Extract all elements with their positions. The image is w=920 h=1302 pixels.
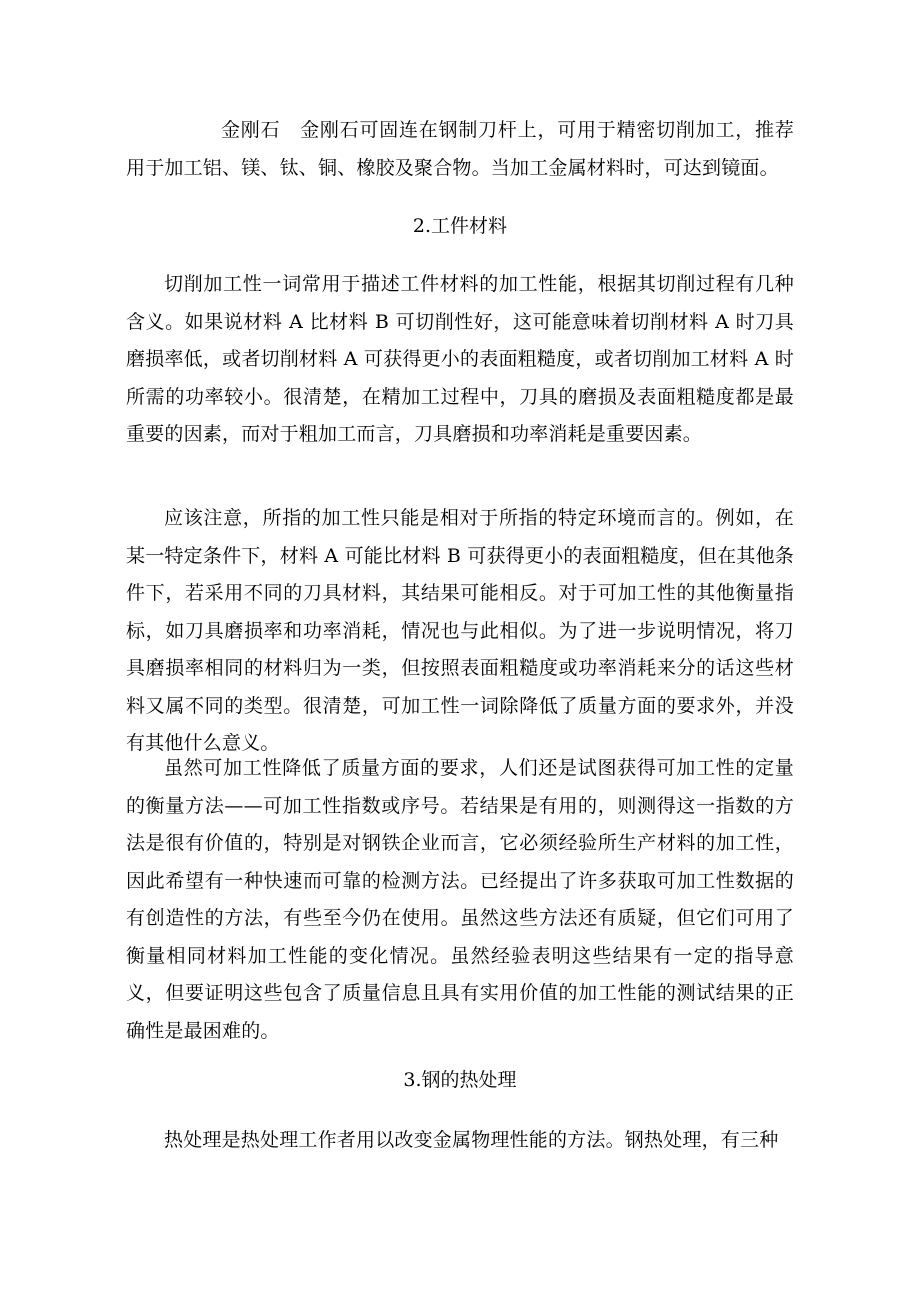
paragraph-heat-treatment: 热处理是热处理工作者用以改变金属物理性能的方法。钢热处理，有三种 [164,1129,779,1151]
paragraph-machinability-context: 应该注意，所指的加工性只能是相对于所指的特定环境而言的。例如，在某一特定条件下，材料 A 可能比材料 B 可获得更小的表面粗糙度，但在其他条件下，若采用不同的刀具材料，其结果可能相反。对于可加工性的其他衡量指标，如刀具磨损率和功率消耗，情况也与此相似。为了进一步说明情况，将刀具磨损率相同的材料归为一类，但按照表面粗糙度或功率消耗来分的话这些材料又属不同的类型。很清楚，可加工性一词除降低了质量方面的要求外，并没有其他什么意义。 [126,507,794,754]
paragraph-machinability-definition: 切削加工性一词常用于描述工件材料的加工性能，根据其切削过程有几种含义。如果说材料 A 比材料 B 可切削性好，这可能意味着切削材料 A 时刀具磨损率低，或者切削材料 A 可获得更小的表面粗糙度，或者切削加工材料 A 时所需的功率较小。很清楚，在精加工过程中，刀具的磨损及表面粗糙度都是最重要的因素，而对于粗加工而言，刀具磨损和功率消耗是重要因素。 [126,273,794,445]
paragraph-diamond-tools: 金刚石 金刚石可固连在钢制刀杆上，可用于精密切削加工，推荐用于加工铝、镁、钛、铜、橡胶及聚合物。当加工金属材料时，可达到镜面。 [126,119,794,179]
section-heading-workpiece-materials: 2.工件材料 [412,215,508,237]
paragraph-machinability-index: 虽然可加工性降低了质量方面的要求，人们还是试图获得可加工性的定量的衡量方法——可加工性指数或序号。若结果是有用的，则测得这一指数的方法是很有价值的，特别是对钢铁企业而言，它必须经验所生产材料的加工性，因此希望有一种快速而可靠的检测方法。已经提出了许多获取可加工性数据的有创造性的方法，有些至今仍在使用。虽然这些方法还有质疑，但它们可用了衡量相同材料加工性能的变化情况。虽然经验表明这些结果有一定的指导意义，但要证明这些包含了质量信息且具有实用价值的加工性能的测试结果的正确性是最困难的。 [126,757,794,1042]
section-heading-steel-heat-treatment: 3.钢的热处理 [403,1069,517,1091]
